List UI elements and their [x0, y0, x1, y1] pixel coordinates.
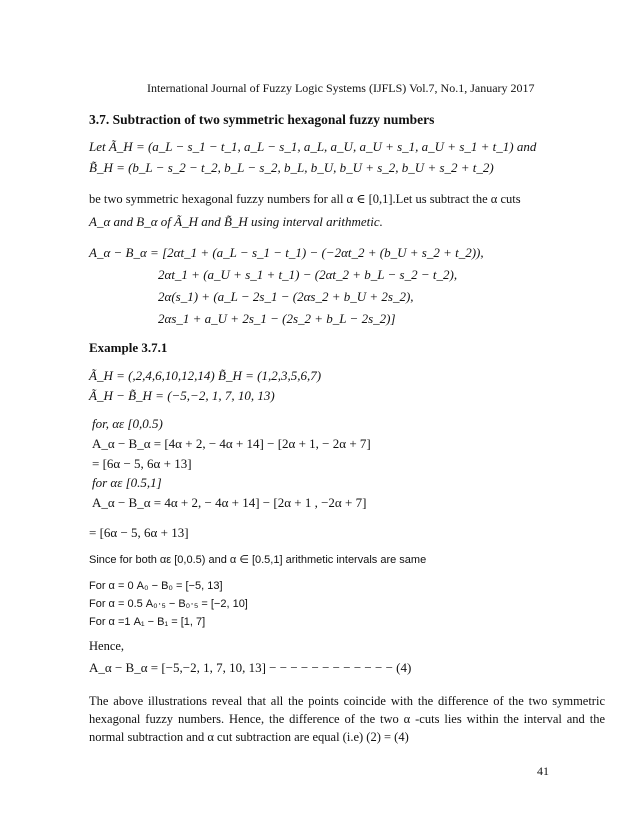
for-line-3: For α =1 A₁ − B₁ = [1, 7] — [89, 616, 206, 628]
hence-label: Hence, — [89, 639, 125, 653]
example-line-5: = [6α − 5, 6α + 13] — [92, 456, 192, 471]
example-line-2: Ã_H − B̃_H = (−5,−2, 1, 7, 10, 13) — [89, 388, 275, 403]
example-line-7: A_α − B_α = 4α + 2, − 4α + 14] − [2α + 1 , −2α + 7] — [92, 495, 367, 510]
intro-line-2: A_α and B_α of Ã_H and B̃_H using interval arithmetic. — [89, 214, 383, 229]
section-title: 3.7. Subtraction of two symmetric hexagonal fuzzy numbers — [89, 112, 435, 127]
definition-A: Let Ã_H = (a_L − s_1 − t_1, a_L − s_1, a_L, a_U, a_U + s_1, a_U + s_1 + t_1) and — [89, 139, 537, 154]
example-line-1: Ã_H = (,2,4,6,10,12,14) B̃_H = (1,2,3,5,6,7) — [89, 368, 322, 383]
equation-line-1: A_α − B_α = [2αt_1 + (a_L − s_1 − t_1) − (−2αt_2 + (b_U + s_2 + t_2)), — [89, 245, 484, 260]
equation-line-4: 2αs_1 + a_U + 2s_1 − (2s_2 + b_L − 2s_2)] — [158, 311, 396, 326]
definition-B: B̃_H = (b_L − s_2 − t_2, b_L − s_2, b_L, b_U, b_U + s_2, b_U + s_2 + t_2) — [89, 160, 494, 175]
equation-line-2: 2αt_1 + (a_U + s_1 + t_1) − (2αt_2 + b_L − s_2 − t_2), — [158, 267, 458, 282]
for-line-2: For α = 0.5 A₀·₅ − B₀·₅ = [−2, 10] — [89, 598, 248, 610]
example-line-3: for, αε [0,0.5) — [92, 416, 163, 431]
conclusion-paragraph: The above illustrations reveal that all the points coincide with the difference of the two symmetric hexagonal fuzzy numbers. Hence, the difference of the two α -cuts lies within the interval and the normal subtraction and α cut subtraction are equal (i.e) (2) = (4) — [89, 694, 605, 744]
example-line-4: A_α − B_α = [4α + 2, − 4α + 14] − [2α + 1, − 2α + 7] — [92, 436, 371, 451]
intro-line-1: be two symmetric hexagonal fuzzy numbers for all α ∈ [0,1].Let us subtract the α cuts — [89, 192, 521, 206]
example-line-6: for αε [0.5,1] — [92, 475, 162, 490]
example-line-8: = [6α − 5, 6α + 13] — [89, 525, 189, 540]
for-line-1: For α = 0 A₀ − B₀ = [−5, 13] — [89, 580, 223, 592]
example-title: Example 3.7.1 — [89, 340, 168, 355]
since-line: Since for both αε [0,0.5) and α ∈ [0.5,1] arithmetic intervals are same — [89, 554, 427, 566]
running-header: International Journal of Fuzzy Logic Systems (IJFLS) Vol.7, No.1, January 2017 — [147, 81, 535, 95]
result-equation: A_α − B_α = [−5,−2, 1, 7, 10, 13] − − − − − − − − − − − − (4) — [89, 660, 412, 675]
equation-line-3: 2α(s_1) + (a_L − 2s_1 − (2αs_2 + b_U + 2s_2), — [158, 289, 414, 304]
page-number: 41 — [537, 764, 549, 778]
